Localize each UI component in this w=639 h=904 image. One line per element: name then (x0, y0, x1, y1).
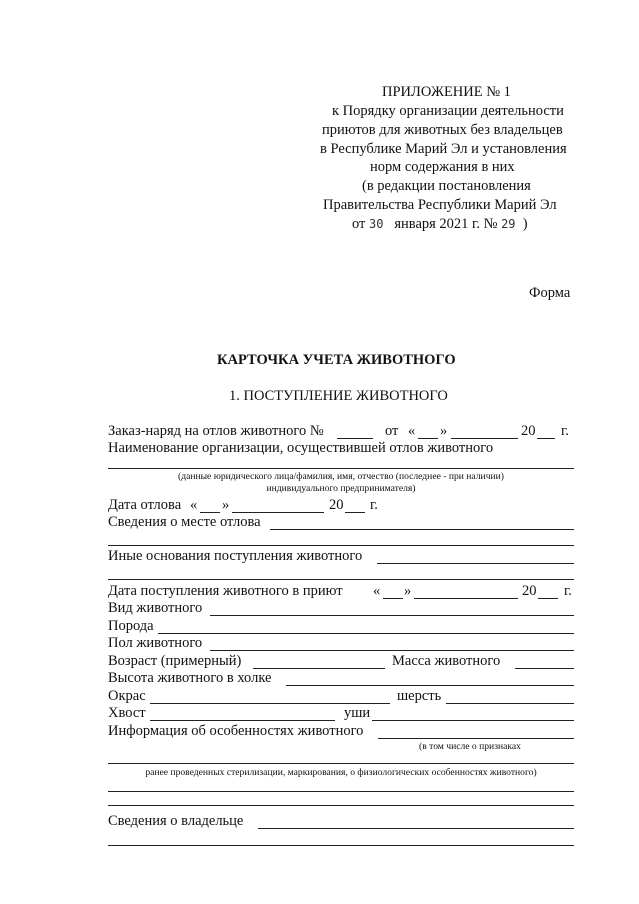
order-day-field[interactable] (418, 438, 438, 439)
arrival-day-field[interactable] (383, 598, 403, 599)
date-prefix: от (352, 216, 366, 232)
ears-field[interactable] (372, 720, 574, 721)
fur-field[interactable] (446, 703, 574, 704)
age-label: Возраст (примерный) (108, 653, 242, 669)
arrival-quote-open: « (373, 583, 381, 599)
catch-date-label: Дата отлова (108, 497, 182, 513)
owner-field[interactable] (258, 828, 574, 829)
species-label: Вид животного (108, 600, 203, 616)
features-field[interactable] (378, 738, 574, 739)
catch-month-field[interactable] (232, 512, 324, 513)
mass-label: Масса животного (392, 653, 501, 669)
tail-field[interactable] (150, 720, 335, 721)
header-line-6: Правительства Республики Марий Эл (323, 197, 557, 213)
arrival-year-field[interactable] (538, 598, 558, 599)
catch-place-field[interactable] (270, 529, 574, 530)
section-title: 1. ПОСТУПЛЕНИЕ ЖИВОТНОГО (229, 388, 448, 404)
header-line-4: норм содержания в них (370, 159, 515, 175)
features-label: Информация об особенностях животного (108, 723, 364, 739)
other-grounds-field[interactable] (377, 563, 574, 564)
arrival-quote-close: » (404, 583, 412, 599)
org-note-1: (данные юридического лица/фамилия, имя, отчество (последнее - при наличии) (178, 471, 504, 482)
header-line-5: (в редакции постановления (362, 178, 531, 194)
arrival-date-label: Дата поступления животного в приют (108, 583, 343, 599)
breed-field[interactable] (158, 633, 574, 634)
order-label: Заказ-наряд на отлов животного № (108, 423, 324, 439)
order-from: от (385, 423, 399, 439)
other-grounds-field-2[interactable] (108, 579, 574, 580)
other-grounds-label: Иные основания поступления животного (108, 548, 363, 564)
color-field[interactable] (150, 703, 390, 704)
species-field[interactable] (210, 615, 574, 616)
height-label: Высота животного в холке (108, 670, 272, 686)
catch-place-label: Сведения о месте отлова (108, 514, 261, 530)
catch-year-20: 20 (329, 497, 344, 513)
fur-label: шерсть (397, 688, 442, 704)
color-label: Окрас (108, 688, 146, 704)
form-label: Форма (529, 285, 571, 301)
order-year-20: 20 (521, 423, 536, 439)
date-number: 29 (501, 217, 516, 231)
header-line-1: к Порядку организации деятельности (332, 103, 564, 119)
order-quote-close: » (440, 423, 448, 439)
org-label: Наименование организации, осуществившей отлов животного (108, 440, 494, 456)
mass-field[interactable] (515, 668, 574, 669)
tail-label: Хвост (108, 705, 146, 721)
sex-label: Пол животного (108, 635, 203, 651)
features-field-3[interactable] (108, 791, 574, 792)
header-line-2: приютов для животных без владельцев (322, 122, 563, 138)
breed-label: Порода (108, 618, 154, 634)
catch-year-g: г. (370, 497, 378, 513)
owner-label: Сведения о владельце (108, 813, 244, 829)
date-close: ) (522, 216, 528, 232)
arrival-year-g: г. (564, 583, 572, 599)
catch-place-field-2[interactable] (108, 545, 574, 546)
ears-label: уши (344, 705, 371, 721)
arrival-month-field[interactable] (414, 598, 518, 599)
org-note-2: индивидуального предпринимателя) (266, 483, 416, 494)
date-day: 30 (369, 217, 384, 231)
header-date-line (352, 216, 528, 233)
features-field-4[interactable] (108, 805, 574, 806)
order-number-field[interactable] (337, 438, 373, 439)
order-month-field[interactable] (451, 438, 518, 439)
sex-field[interactable] (210, 650, 574, 651)
height-field[interactable] (286, 685, 574, 686)
appendix-title: ПРИЛОЖЕНИЕ № 1 (382, 84, 511, 100)
owner-field-2[interactable] (108, 845, 574, 846)
header-line-3: в Республике Марий Эл и установления (320, 141, 567, 157)
order-year-field[interactable] (537, 438, 555, 439)
features-note-2: ранее проведенных стерилизации, маркирования, о физиологических особенностях животного) (145, 767, 537, 778)
order-quote-open: « (408, 423, 416, 439)
features-field-2[interactable] (108, 763, 574, 764)
age-field[interactable] (253, 668, 385, 669)
date-month-year: января 2021 г. № (394, 216, 498, 232)
features-note-1: (в том числе о признаках (419, 741, 521, 752)
catch-quote-close: » (222, 497, 230, 513)
catch-year-field[interactable] (345, 512, 365, 513)
arrival-year-20: 20 (522, 583, 537, 599)
order-year-g: г. (561, 423, 569, 439)
catch-day-field[interactable] (200, 512, 220, 513)
catch-quote-open: « (190, 497, 198, 513)
org-field[interactable] (108, 468, 574, 469)
card-title: КАРТОЧКА УЧЕТА ЖИВОТНОГО (217, 352, 456, 368)
